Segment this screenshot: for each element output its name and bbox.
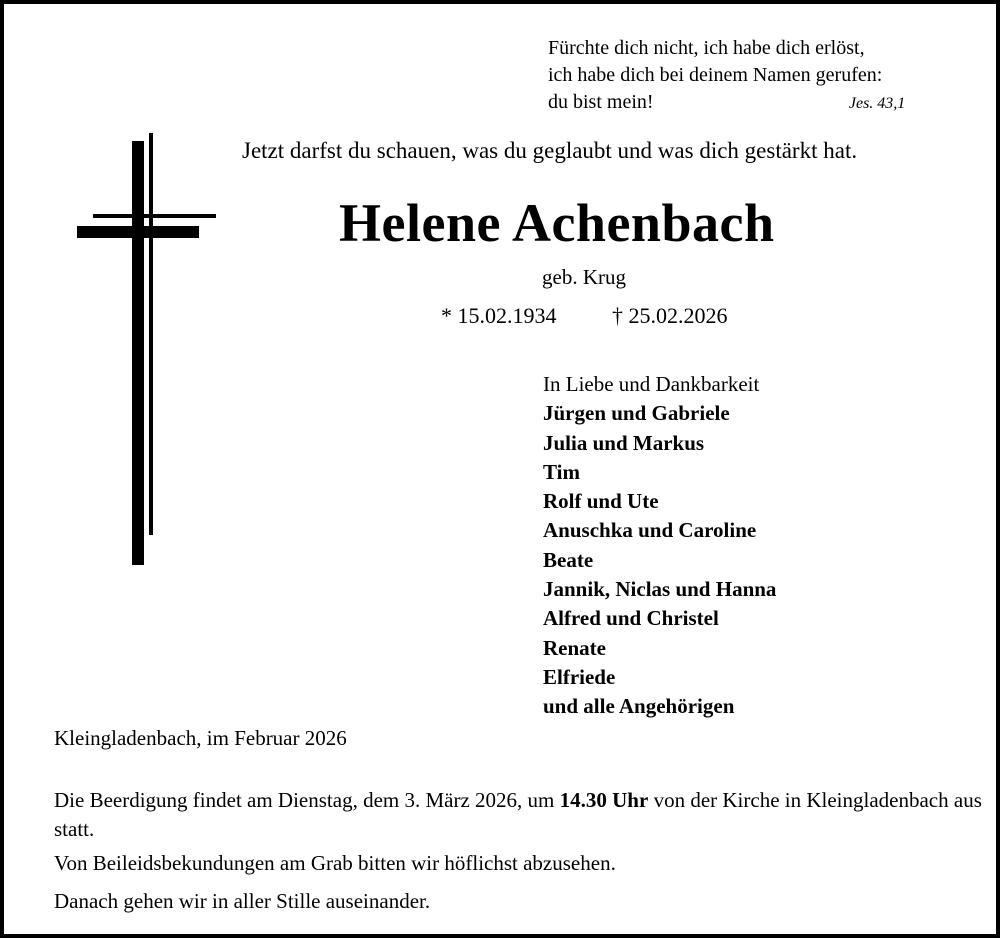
mourner-name: Rolf und Ute <box>543 489 659 514</box>
verse-line: Fürchte dich nicht, ich habe dich erlöst, <box>548 37 865 59</box>
death-date: † 25.02.2026 <box>612 303 728 328</box>
mourners-intro: In Liebe und Dankbarkeit <box>543 372 760 396</box>
verse-line: du bist mein! <box>548 91 654 113</box>
funeral-time: 14.30 Uhr <box>559 788 649 812</box>
place-and-date: Kleingladenbach, im Februar 2026 <box>54 726 347 750</box>
verse-line: ich habe dich bei deinem Namen gerufen: <box>548 64 883 86</box>
birth-date: * 15.02.1934 <box>441 303 557 328</box>
mourner-name: Jannik, Niclas und Hanna <box>543 577 777 602</box>
verse-reference: Jes. 43,1 <box>848 95 906 112</box>
mourner-name: Anuschka und Caroline <box>543 518 757 543</box>
mourners-list <box>543 370 776 722</box>
mourner-name: Beate <box>543 547 594 572</box>
mourner-name: Jürgen und Gabriele <box>543 401 730 426</box>
mourner-name: Alfred und Christel <box>543 606 719 631</box>
mourner-name: Elfriede <box>543 664 616 689</box>
bible-verse <box>548 35 906 116</box>
closing-note: Danach gehen wir in aller Stille auseinander. <box>54 889 431 913</box>
motto-text: Jetzt darfst du schauen, was du geglaubt und was dich gestärkt hat. <box>242 138 858 163</box>
birth-name: geb. Krug <box>542 265 626 289</box>
deceased-name: Helene Achenbach <box>339 193 775 253</box>
mourner-name: Renate <box>543 635 606 660</box>
funeral-text: von der Kirche in Kleingladenbach aus statt. <box>54 788 982 841</box>
funeral-text: Die Beerdigung findet am Dienstag, dem 3. März 2026, um <box>54 788 560 812</box>
mourner-name: Julia und Markus <box>543 430 705 455</box>
condolence-note: Von Beileidsbekundungen am Grab bitten wir höflichst abzusehen. <box>54 851 616 875</box>
mourner-name: und alle Angehörigen <box>543 694 735 719</box>
funeral-details <box>54 786 984 844</box>
mourner-name: Tim <box>543 459 580 484</box>
